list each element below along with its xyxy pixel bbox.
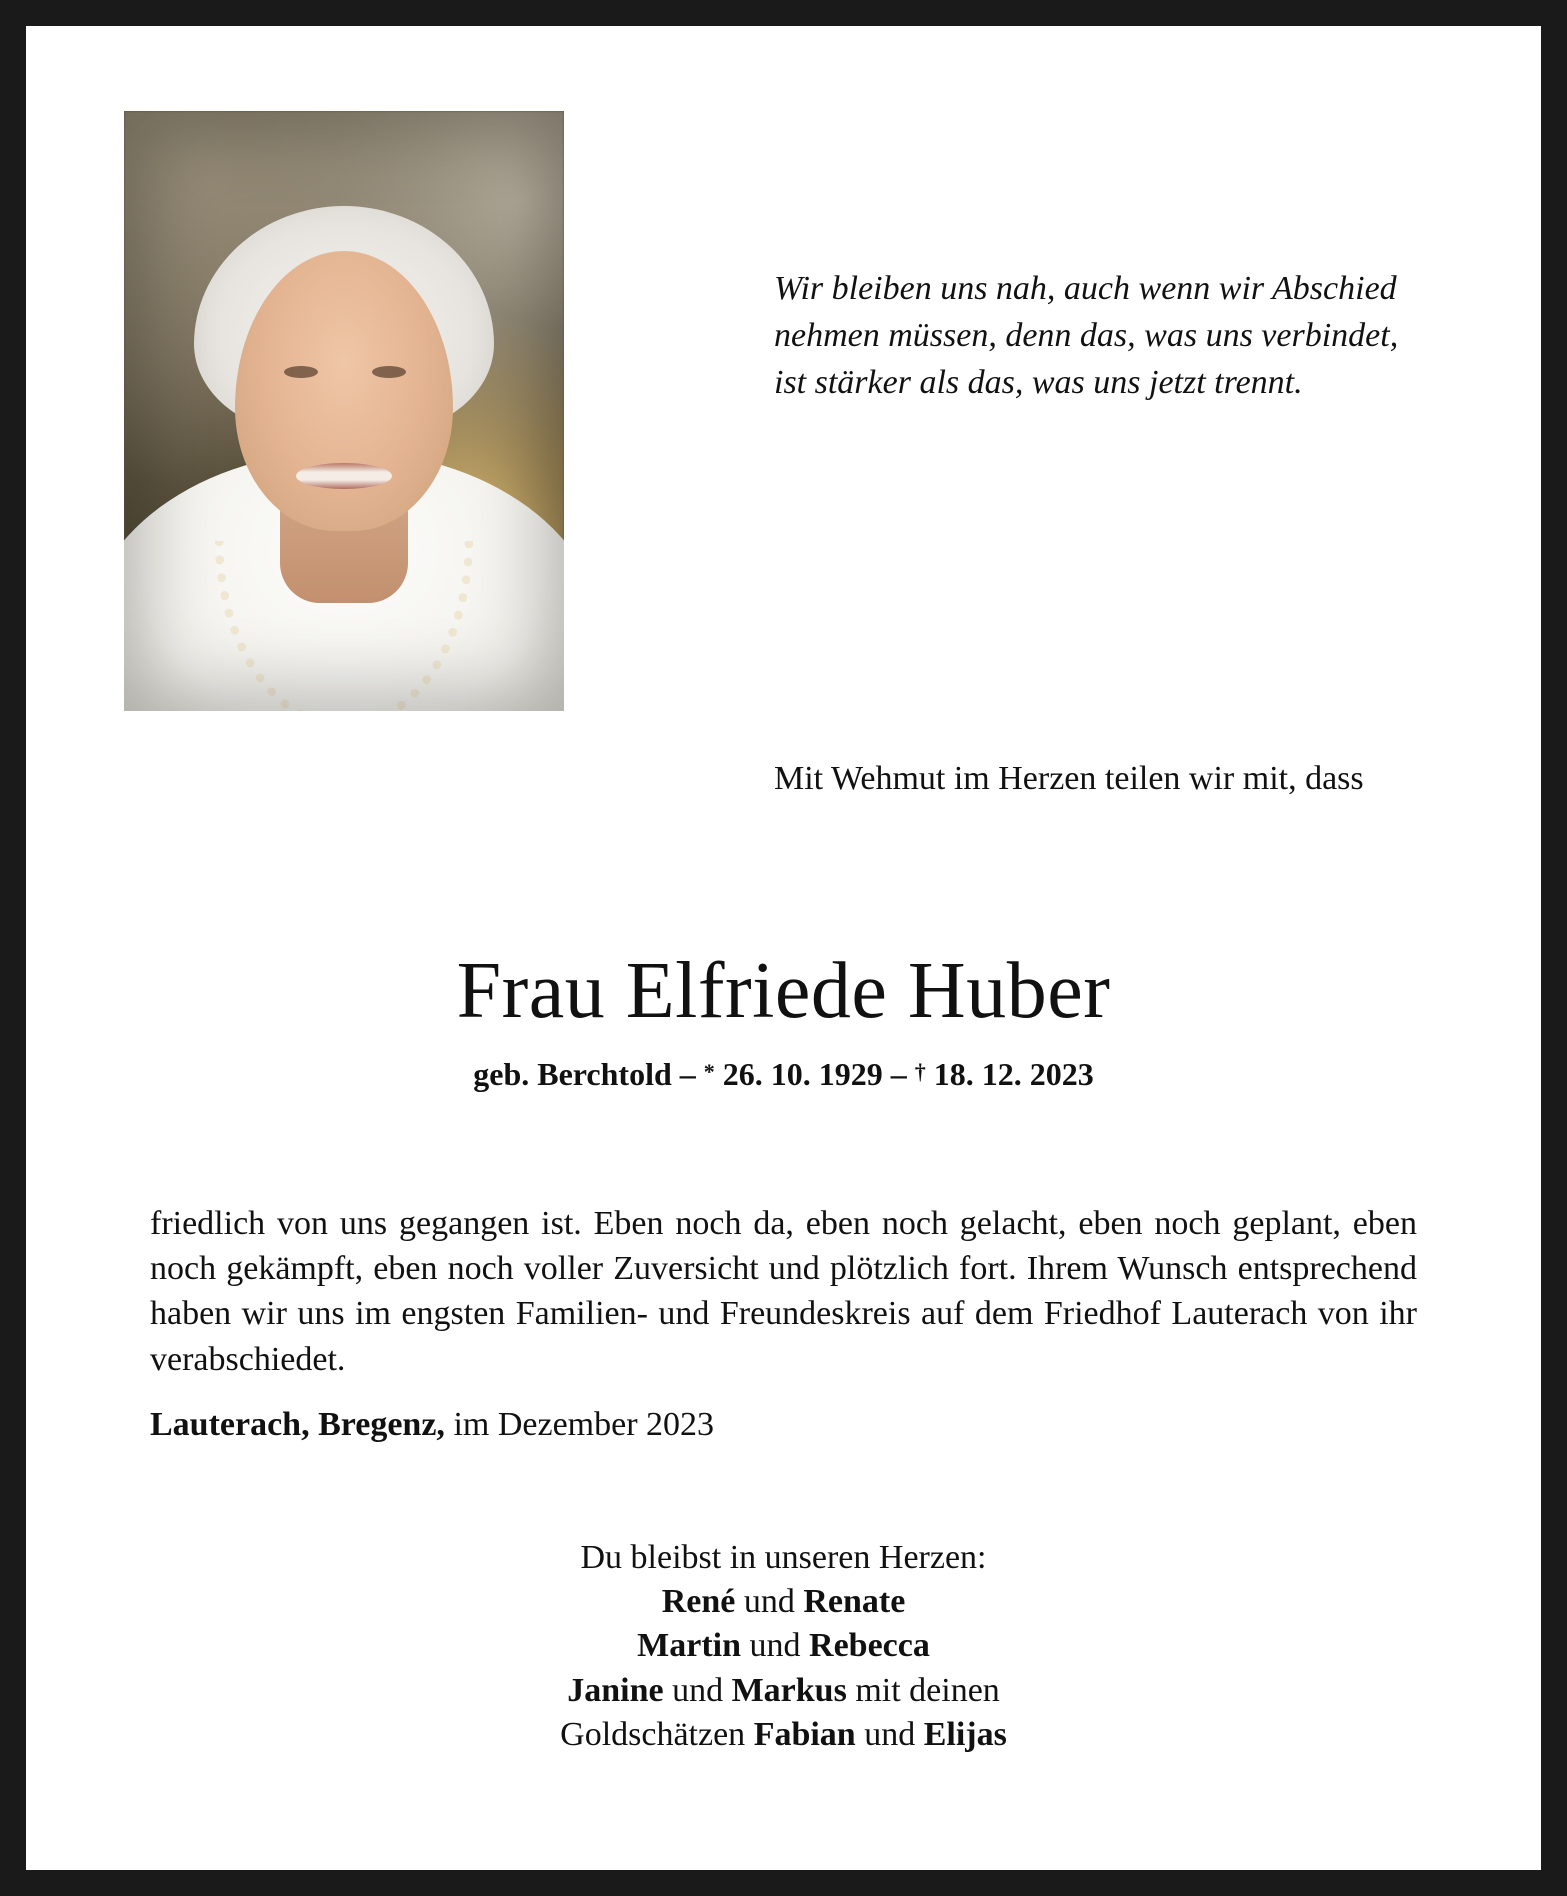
birth-date: 26. 10. 1929 [722, 1056, 883, 1092]
family-line-2: Martin und Rebecca [637, 1627, 930, 1665]
name-dates-line [26, 1056, 1541, 1093]
announcement-text: Mit Wehmut im Herzen teilen wir mit, dass [774, 760, 1364, 797]
dash-2: – [890, 1056, 907, 1092]
maiden-name: geb. Berchtold [473, 1056, 672, 1092]
family-line-3: Janine und Markus mit deinen [567, 1671, 1000, 1709]
dash-1: – [679, 1056, 696, 1092]
family-line-4: Goldschätzen Fabian und Elijas [560, 1715, 1007, 1753]
place-names: Lauterach, Bregenz, [150, 1406, 445, 1443]
place-month: im Dezember 2023 [444, 1406, 715, 1443]
death-symbol: † [914, 1059, 926, 1084]
place-and-date-line [150, 1406, 714, 1444]
memorial-card [26, 26, 1541, 1870]
family-heading: Du bleibst in unseren Herzen: [580, 1539, 987, 1576]
family-line-1: René und Renate [661, 1583, 906, 1621]
portrait-photo [124, 111, 564, 711]
birth-symbol: * [703, 1059, 715, 1084]
death-date: 18. 12. 2023 [933, 1056, 1094, 1092]
family-block [26, 1536, 1541, 1757]
memorial-quote: Wir bleiben uns nah, auch wenn wir Abschied nehmen müssen, denn das, was uns verbindet, ist stärker als das, was uns jetzt trennt. [774, 270, 1399, 401]
deceased-name: Frau Elfriede Huber [456, 947, 1111, 1035]
memorial-body-text: friedlich von uns gegangen ist. Eben noch da, eben noch gelacht, eben noch geplant, eben noch gekämpft, eben noch voller Zuversicht und plötzlich fort. Ihrem Wunsch entsprechend haben wir uns im engsten Familien- und Freundeskreis auf dem Friedhof Lauterach von ihr verabschiedet. [150, 1205, 1417, 1378]
portrait-vignette [124, 111, 564, 711]
